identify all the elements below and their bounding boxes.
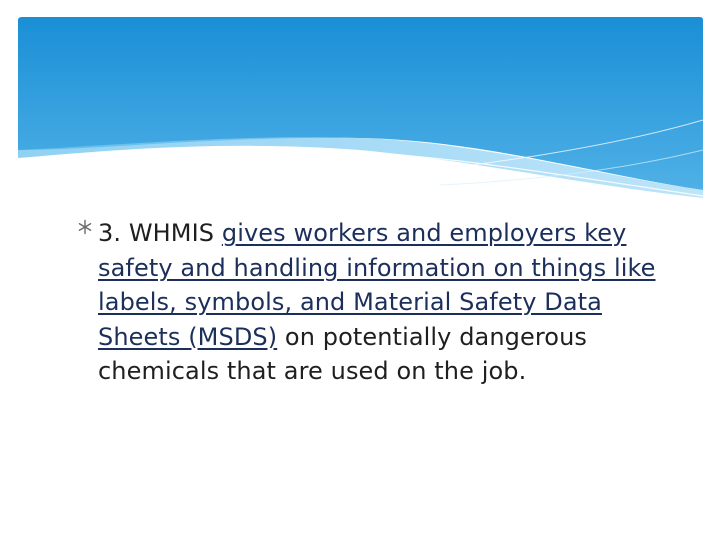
asterisk-bullet-icon [76, 218, 94, 236]
bullet-paragraph [76, 216, 666, 389]
body-text-prefix: 3. WHMIS [98, 219, 222, 247]
header-main-shape [18, 17, 703, 190]
body-text [76, 216, 666, 389]
header-wave-banner [0, 0, 720, 215]
body-text-suffix: on potentially dangerous chemicals that are used on the job. [98, 322, 588, 385]
hyperlink-text[interactable]: gives workers and employers key safety and handling information on things like labels, symbols, and Material Safety Data Sheets (MSDS) [98, 219, 656, 351]
